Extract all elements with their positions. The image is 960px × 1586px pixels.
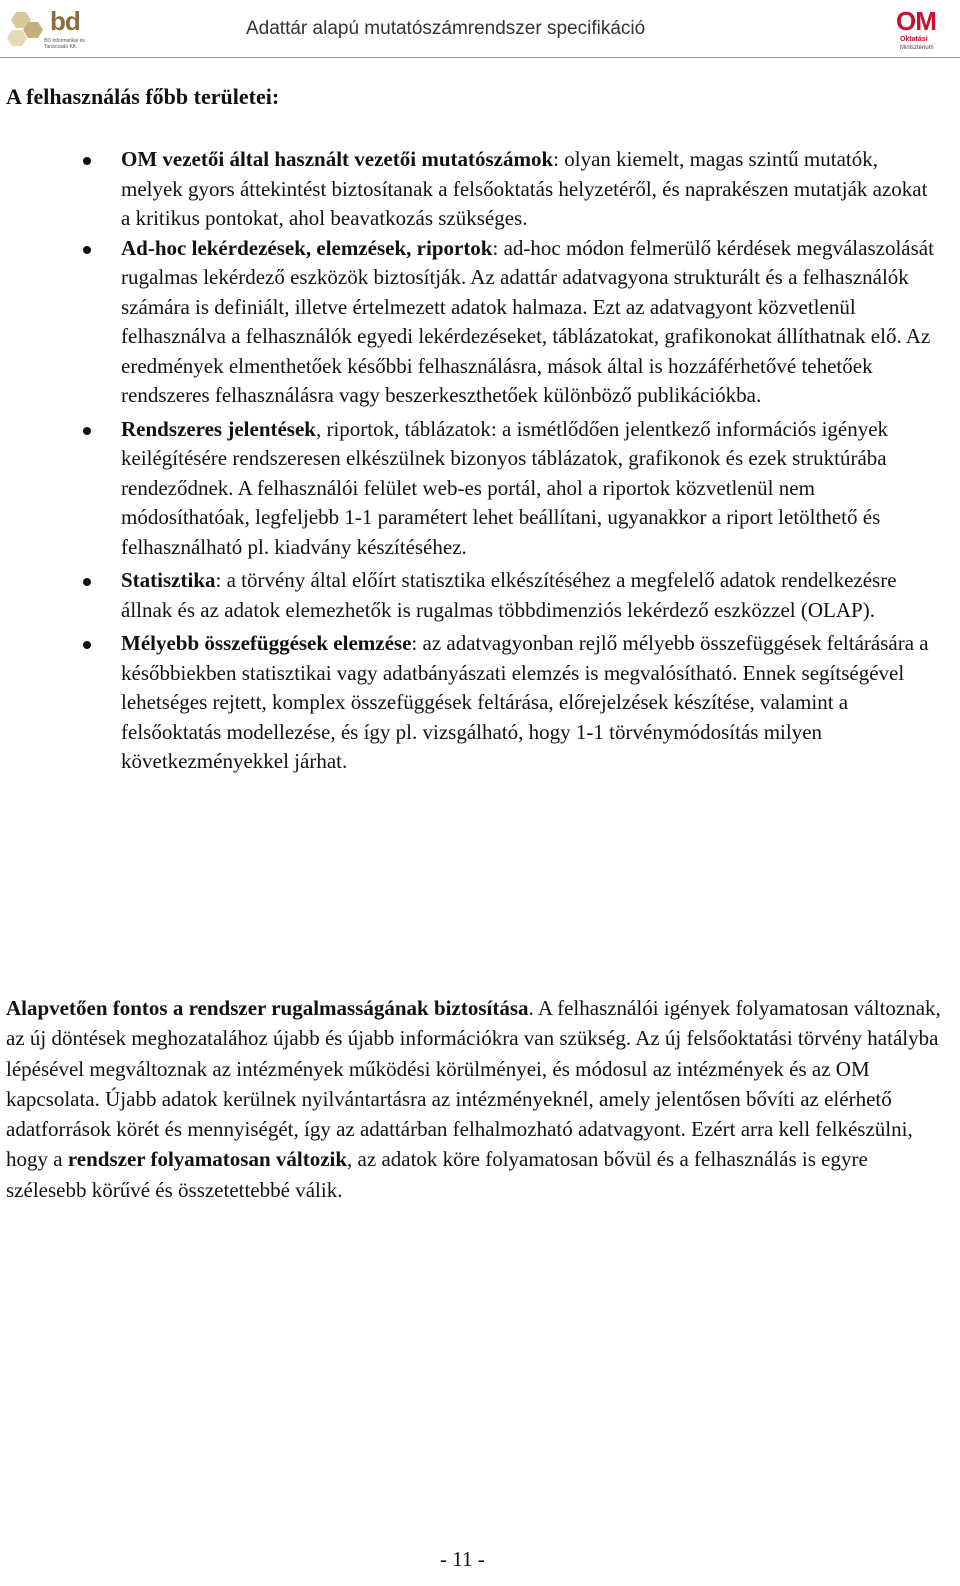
usage-areas-list [0, 145, 950, 777]
list-item-heading: Mélyebb összefüggések elemzése [121, 631, 412, 655]
bd-logo-subtitle: BD Informatikai és Tanácsadó Kft. [44, 38, 85, 50]
om-logo-line1: Oktatási [900, 36, 928, 43]
page-number: - 11 - [440, 1547, 485, 1571]
section-title: A felhasználás főbb területei: [6, 84, 280, 109]
bullet-icon [83, 641, 91, 649]
list-item [0, 145, 950, 234]
header-divider [0, 57, 960, 58]
list-item [0, 566, 950, 625]
list-item-heading: Ad-hoc lekérdezések, elemzések, riportok [121, 235, 493, 260]
bullet-icon [83, 427, 91, 435]
paragraph-text-end: , az adatok köre folyamatosan bővül és a felhasználás is egyre szélesebb körűvé és összetettebbé válik. [6, 1147, 868, 1202]
bullet-icon [83, 246, 91, 254]
om-logo-text: OM [896, 6, 936, 36]
bullet-icon [83, 157, 91, 165]
list-item [0, 415, 950, 563]
om-logo-line2: Minisztérium [900, 45, 934, 51]
paragraph-bold-lead: Alapvetően fontos a rendszer rugalmasságának biztosítása [6, 996, 529, 1020]
bd-logo [6, 8, 116, 52]
list-item-heading: OM vezetői által használt vezetői mutatószámok [121, 147, 554, 171]
bullet-icon [83, 578, 91, 586]
closing-paragraph [6, 993, 950, 1205]
bd-logo-icon [6, 10, 46, 50]
list-item [0, 234, 950, 411]
list-item-text: : az adatvagyonban rejlő mélyebb összefüggések feltárására a későbbiekben statisztikai vagy adatbányászati elemzés is megvalósítható. Ennek segítségével lehetséges rejtett, komplex összefüggések feltárása, előrejelzések készítése, valamint a felsőoktatás modellezése, és így pl. vizsgálható, hogy 1-1 törvénymódosítás milyen következményekkel járhat. [121, 631, 929, 773]
list-item-text: : ad-hoc módon felmerülő kérdések megválaszolását rugalmas lekérdező eszközök biztosítják. Az adattár adatvagyona strukturált és a felhasználók számára is definiált, illetve értelmezett adatok halmaza. Ezt az adatvagyont közvetlenül felhasználva a felhasználók egyedi lekérdezéseket, táblázatokat, grafikonokat állíthatnak elő. Az eredmények elmenthetőek későbbi felhasználásra, mások által is hozzáférhetővé tehetőek rendszeres felhasználásra vagy beszerkeszthetőek különböző publikációkba. [121, 235, 934, 407]
document-title: Adattár alapú mutatószámrendszer specifikáció [246, 18, 646, 39]
paragraph-bold-emphasis: rendszer folyamatosan változik [67, 1147, 348, 1172]
bd-logo-text: bd [50, 6, 80, 36]
list-item-text: , riportok, táblázatok: a ismétlődően jelentkező információs igények keilégítésére rendszeresen elkészülnek bizonyos táblázatok, grafikonok és ezek struktúrába rendeződnek. A felhasználói felület web-es portál, ahol a riportok közvetlenül nem módosíthatóak, legfeljebb 1-1 paramétert lehet beállítani, ugyanakkor a riport letölthető és felhasználható pl. kiadvány készítéséhez. [121, 416, 889, 559]
page-header [0, 0, 960, 58]
om-logo [896, 6, 952, 54]
paragraph-text: . A felhasználói igények folyamatosan változnak, az új döntések meghozatalához újabb és újabb információkra van szükség. Az új felsőoktatási törvény hatályba lépésével megváltoznak az intézmények működési körülményei, és módosul az intézmények és az OM kapcsolata. Újabb adatok kerülnek nyilvántartásra az intézményeknél, amely jelentősen bővíti az elérhető adatforrások körét és mennyiségét, így az adattárban felhalmozható adatvagyont. Ezért arra kell felkészülni, hogy a [6, 996, 941, 1172]
list-item-heading: Statisztika [121, 568, 216, 592]
list-item-text: : a törvény által előírt statisztika elkészítéséhez a megfelelő adatok rendelkezésre állnak és az adatok elemezhetők is rugalmas többdimenziós lekérdező eszközzel (OLAP). [121, 568, 897, 622]
list-item [0, 629, 950, 777]
list-item-text: : olyan kiemelt, magas szintű mutatók, melyek gyors áttekintést biztosítanak a felsőoktatás helyzetéről, és naprakészen mutatják azokat a kritikus pontokat, ahol beavatkozás szükséges. [121, 147, 928, 230]
list-item-heading: Rendszeres jelentések [121, 416, 316, 441]
